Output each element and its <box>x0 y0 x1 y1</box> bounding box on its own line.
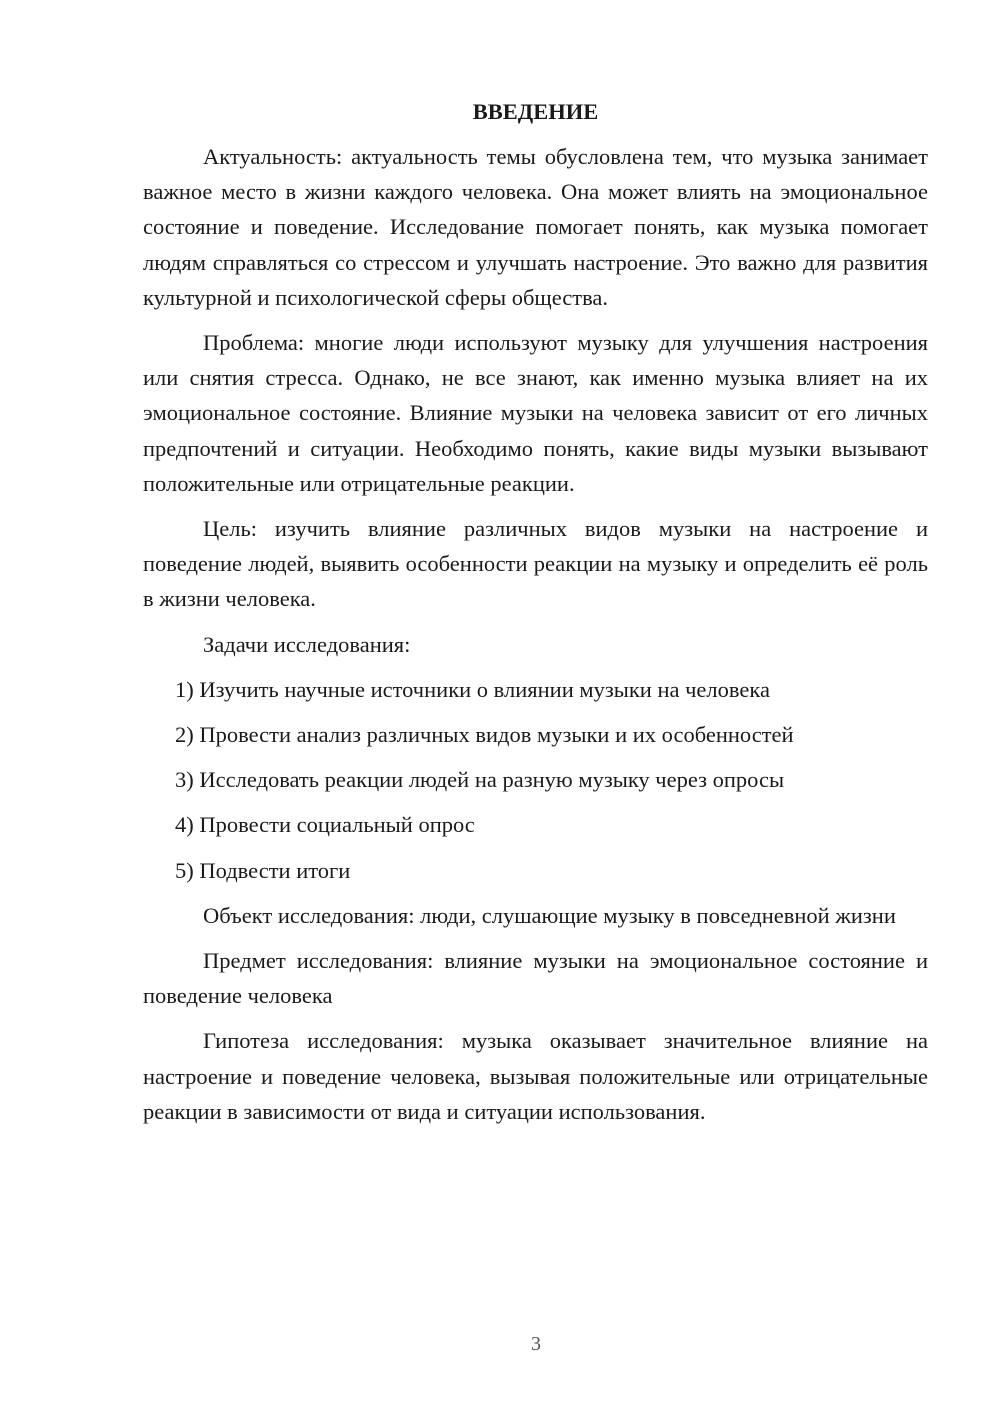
task-item-3: 3) Исследовать реакции людей на разную музыку через опросы <box>175 767 785 793</box>
relevance-paragraph: Актуальность: актуальность темы обусловлена тем, что музыка занимает важное место в жизни каждого человека. Она может влиять на эмоциональное состояние и поведение. Исследование помогает понять, как музыка помогает людям справляться со стрессом и улучшать настроение. Это важно для развития культурной и психологической сферы общества. <box>143 144 928 310</box>
goal-paragraph: Цель: изучить влияние различных видов музыки на настроение и поведение людей, выявить особенности реакции на музыку и определить её роль в жизни человека. <box>143 516 928 612</box>
hypothesis-paragraph: Гипотеза исследования: музыка оказывает значительное влияние на настроение и поведение человека, вызывая положительные или отрицательные реакции в зависимости от вида и ситуации использования. <box>143 1028 928 1124</box>
task-list <box>143 672 928 888</box>
task-item-5: 5) Подвести итоги <box>175 857 351 883</box>
problem-paragraph: Проблема: многие люди используют музыку для улучшения настроения или снятия стресса. Однако, не все знают, как именно музыка влияет на их эмоциональное состояние. Влияние музыки на человека зависит от его личных предпочтений и ситуации. Необходимо понять, какие виды музыки вызывают положительные или отрицательные реакции. <box>143 330 928 496</box>
tasks-title: Задачи исследования: <box>203 631 411 657</box>
section-heading: ВВЕДЕНИЕ <box>472 99 599 124</box>
page-number: 3 <box>531 1333 541 1355</box>
task-item-4: 4) Провести социальный опрос <box>175 812 475 838</box>
task-item-1: 1) Изучить научные источники о влиянии музыки на человека <box>175 676 770 702</box>
research-object-paragraph: Объект исследования: люди, слушающие музыку в повседневной жизни <box>203 902 896 928</box>
document-page <box>143 94 928 1139</box>
task-item-2: 2) Провести анализ различных видов музыки и их особенностей <box>175 722 794 748</box>
research-subject-paragraph: Предмет исследования: влияние музыки на эмоциональное состояние и поведение человека <box>143 948 928 1009</box>
